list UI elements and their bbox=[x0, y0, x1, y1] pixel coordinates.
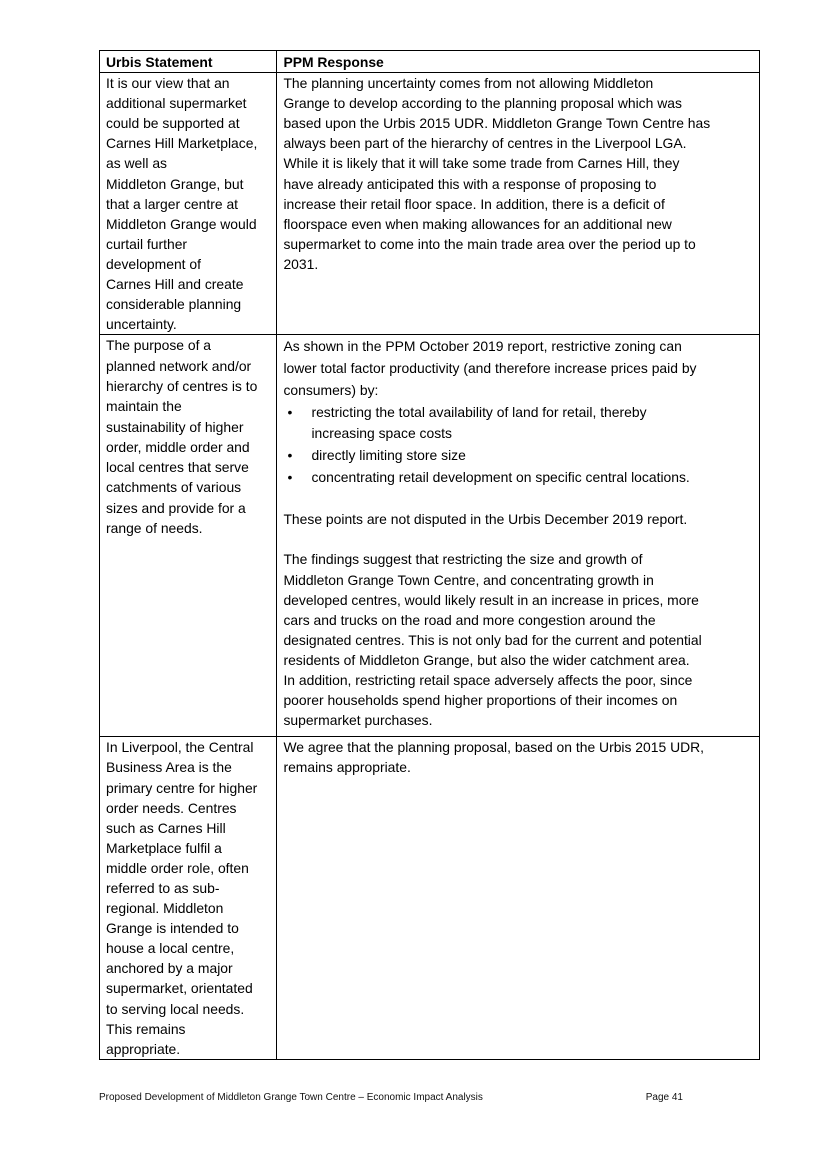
ppm-response-paragraph: These points are not disputed in the Urbis December 2019 report. bbox=[283, 511, 688, 528]
bullet-icon: • bbox=[287, 469, 293, 486]
table-header-row bbox=[100, 51, 760, 73]
bullet-item: • restricting the total availability of land for retail, thereby increasing space costs bbox=[287, 404, 647, 442]
ppm-response-text: The planning uncertainty comes from not allowing Middleton Grange to develop according to the planning proposal which was based upon the Urbis 2015 UDR. Middleton Grange Town Centre has always been part of the hierarchy of centres in the Liverpool LGA. While it is likely that it will take some trade from Carnes Hill, they have already anticipated this with a response of proposing to increase their retail floor space. In addition, there is a deficit of floorspace even when making allowances for an additional new supermarket to come into the main trade area over the period up to 2031. bbox=[283, 75, 711, 272]
footer-document-title: Proposed Development of Middleton Grange Town Centre – Economic Impact Analysis bbox=[99, 1092, 483, 1103]
bullet-item: • concentrating retail development on specific central locations. bbox=[283, 467, 753, 488]
ppm-response-text: We agree that the planning proposal, based on the Urbis 2015 UDR, remains appropriate. bbox=[283, 739, 705, 776]
bullet-icon: • bbox=[287, 404, 293, 421]
ppm-response-cell bbox=[277, 737, 760, 1060]
table-row bbox=[100, 335, 760, 737]
urbis-statement-text: The purpose of a planned network and/or hierarchy of centres is to maintain the sustainability of higher order, middle order and local centres that serve catchments of various sizes and provide for a range of needs. bbox=[106, 337, 258, 536]
ppm-response-cell bbox=[277, 73, 760, 335]
urbis-statement-cell bbox=[100, 335, 277, 737]
paragraph-gap bbox=[283, 529, 753, 549]
bullet-list bbox=[283, 402, 753, 488]
ppm-response-intro: As shown in the PPM October 2019 report, restrictive zoning can lower total factor productivity (and therefore increase prices paid by consumers) by: bbox=[283, 338, 697, 399]
bullet-icon: • bbox=[287, 447, 293, 464]
comparison-table bbox=[99, 50, 760, 1060]
urbis-statement-text: In Liverpool, the Central Business Area is the primary centre for higher order needs. Centres such as Carnes Hill Marketplace fulfil a middle order role, often referred to as sub- regional. Middleton Grange is intended to house a local centre, anchored by a major supermarket, orientated to serving local needs. This remains appropriate. bbox=[106, 739, 258, 1057]
footer-page-number: Page 41 bbox=[645, 1092, 683, 1103]
bullet-item: • directly limiting store size bbox=[283, 445, 753, 466]
header-ppm-response: PPM Response bbox=[277, 51, 760, 73]
ppm-response-cell bbox=[277, 335, 760, 737]
table-row bbox=[100, 737, 760, 1060]
urbis-statement-cell bbox=[100, 737, 277, 1060]
urbis-statement-text: It is our view that an additional supermarket could be supported at Carnes Hill Marketplace, as well as Middleton Grange, but that a larger centre at Middleton Grange would curtail further development of Carnes Hill and create considerable planning uncertainty. bbox=[106, 75, 258, 333]
table-row bbox=[100, 73, 760, 335]
urbis-statement-cell bbox=[100, 73, 277, 335]
ppm-response-paragraph: The findings suggest that restricting the size and growth of Middleton Grange Town Centre, and concentrating growth in developed centres, would likely result in an increase in prices, more cars and trucks on the road and more congestion around the designated centres. This is not only bad for the current and potential residents of Middleton Grange, but also the wider catchment area. In addition, restricting retail space adversely affects the poor, since poorer households spend higher proportions of their incomes on supermarket purchases. bbox=[283, 551, 702, 729]
header-urbis-statement: Urbis Statement bbox=[100, 51, 277, 73]
paragraph-gap bbox=[283, 489, 753, 509]
